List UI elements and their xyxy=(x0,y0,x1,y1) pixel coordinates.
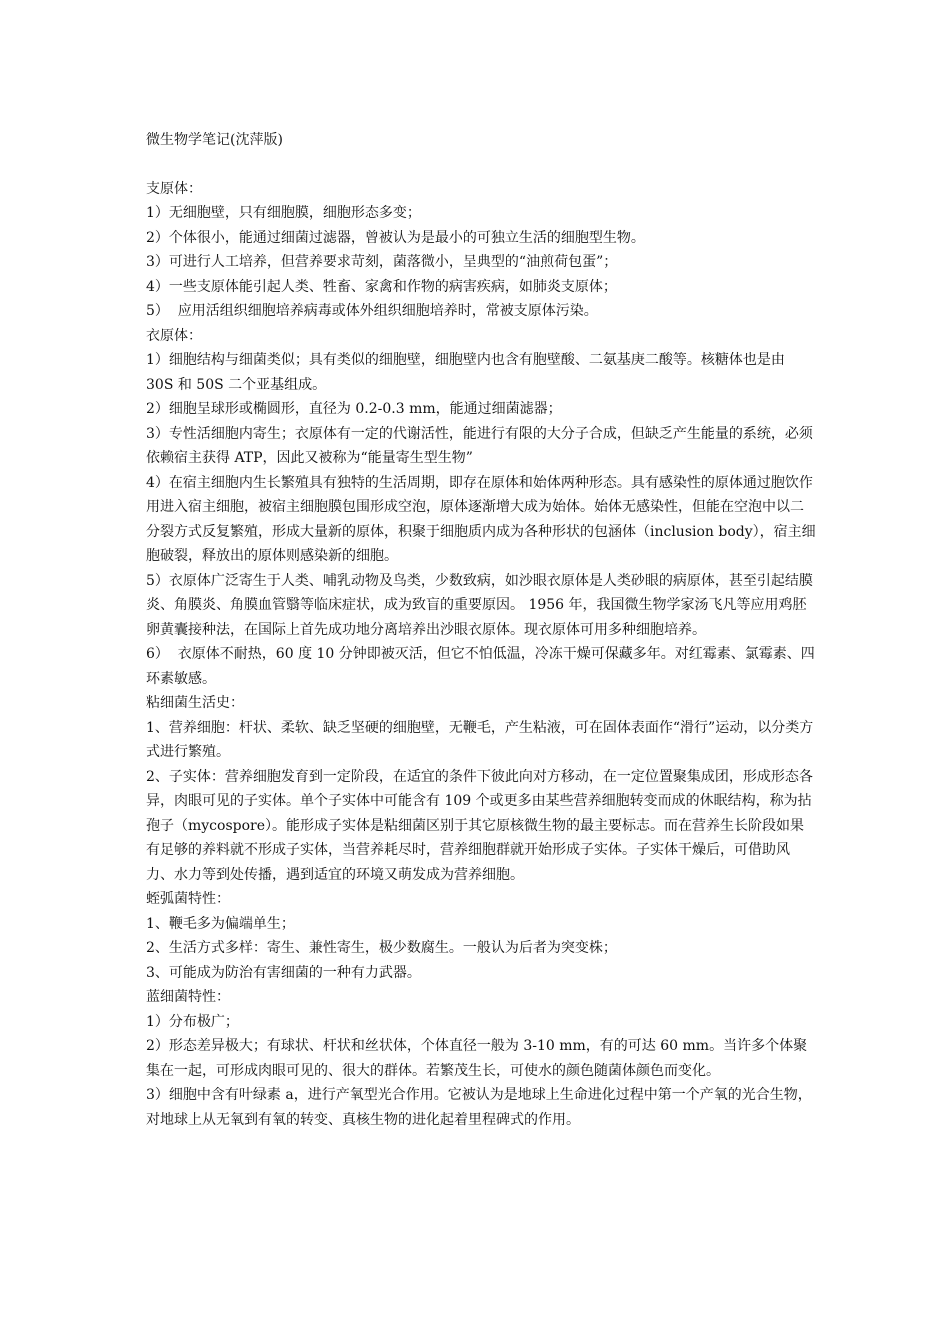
paragraph: 2、子实体：营养细胞发育到一定阶段，在适宜的条件下彼此向对方移动，在一定位置聚集成团，形成形态各异，肉眼可见的子实体。单个子实体中可能含有 109 个或更多由某些营养细胞转变而成的休眠结构，称为拈孢子（mycospore）。能形成子实体是粘细菌区别于其它原核微生物的最主要标志。而在营养生长阶段如果有足够的养料就不形成子实体，当营养耗尽时，营养细胞群就开始形成子实体。子实体干燥后，可借助风力、水力等到处传播，遇到适宜的环境又萌发成为营养细胞。 xyxy=(146,768,813,883)
paragraph: 2）个体很小，能通过细菌过滤器，曾被认为是最小的可独立生活的细胞型生物。 xyxy=(146,229,645,246)
paragraph: 2）细胞呈球形或椭圆形，直径为 0.2-0.3 mm，能通过细菌滤器； xyxy=(146,401,562,417)
paragraph: 5） 应用活组织细胞培养病毒或体外组织细胞培养时，常被支原体污染。 xyxy=(146,303,598,319)
paragraph: 5）衣原体广泛寄生于人类、哺乳动物及鸟类，少数致病，如沙眼衣原体是人类砂眼的病原体，甚至引起结膜炎、角膜炎、角膜血管翳等临床症状，成为致盲的重要原因。 1956 年，我国微生物学家汤飞凡等应用鸡胚卵黄囊接种法，在国际上首先成功地分离培养出沙眼衣原体。现衣原体可用多种细胞培养。 xyxy=(146,572,813,638)
paragraph: 1）细胞结构与细菌类似；具有类似的细胞壁，细胞壁内也含有胞壁酸、二氨基庚二酸等。核糖体也是由 30S 和 50S 二个亚基组成。 xyxy=(146,352,790,393)
document-body xyxy=(146,128,816,1132)
document-title: 微生物学笔记(沈萍版) xyxy=(146,132,283,148)
paragraph: 支原体： xyxy=(146,180,202,197)
paragraph: 1）分布极广； xyxy=(146,1013,239,1030)
paragraph: 3）专性活细胞内寄生；衣原体有一定的代谢活性，能进行有限的大分子合成，但缺乏产生能量的系统，必须依赖宿主获得 ATP，因此又被称为“能量寄生型生物” xyxy=(146,425,813,466)
paragraph: 1、鞭毛多为偏端单生； xyxy=(146,915,295,932)
paragraph: 1）无细胞壁，只有细胞膜，细胞形态多变； xyxy=(146,205,421,221)
paragraph: 粘细菌生活史： xyxy=(146,695,244,711)
paragraph: 衣原体： xyxy=(146,327,202,344)
paragraph: 2）形态差异极大；有球状、杆状和丝状体，个体直径一般为 3-10 mm，有的可达 60 mm。当许多个体聚集在一起，可形成肉眼可见的、很大的群体。若繁茂生长，可使水的颜色随菌体颜色而变化。 xyxy=(146,1038,808,1079)
paragraph: 2、生活方式多样：寄生、兼性寄生，极少数腐生。一般认为后者为突变株； xyxy=(146,940,617,956)
paragraph: 蛭弧菌特性： xyxy=(146,891,230,907)
paragraph: 3）细胞中含有叶绿素 a，进行产氧型光合作用。它被认为是地球上生命进化过程中第一个产氧的光合生物，对地球上从无氧到有氧的转变、真核生物的进化起着里程碑式的作用。 xyxy=(146,1087,812,1128)
paragraph: 6） 衣原体不耐热，60 度 10 分钟即被灭活，但它不怕低温，冷冻干燥可保藏多年。对红霉素、氯霉素、四环素敏感。 xyxy=(146,646,815,687)
paragraph: 3、可能成为防治有害细菌的一种有力武器。 xyxy=(146,964,421,981)
paragraph: 蓝细菌特性： xyxy=(146,989,230,1005)
paragraph: 1、营养细胞：杆状、柔软、缺乏坚硬的细胞壁，无鞭毛，产生粘液，可在固体表面作“滑行”运动，以分类方式进行繁殖。 xyxy=(146,719,814,760)
paragraph: 4）在宿主细胞内生长繁殖具有独特的生活周期，即存在原体和始体两种形态。具有感染性的原体通过胞饮作用进入宿主细胞，被宿主细胞膜包围形成空泡，原体逐渐增大成为始体。始体无感染性，但能在空泡中以二分裂方式反复繁殖，形成大量新的原体，积聚于细胞质内成为各种形状的包涵体（inclusion body），宿主细胞破裂，释放出的原体则感染新的细胞。 xyxy=(146,474,816,564)
paragraph: 3）可进行人工培养，但营养要求苛刻，菌落微小，呈典型的“油煎荷包蛋”； xyxy=(146,254,618,270)
paragraph: 4）一些支原体能引起人类、牲畜、家禽和作物的病害疾病，如肺炎支原体； xyxy=(146,278,617,295)
paragraph-list xyxy=(146,177,816,1133)
